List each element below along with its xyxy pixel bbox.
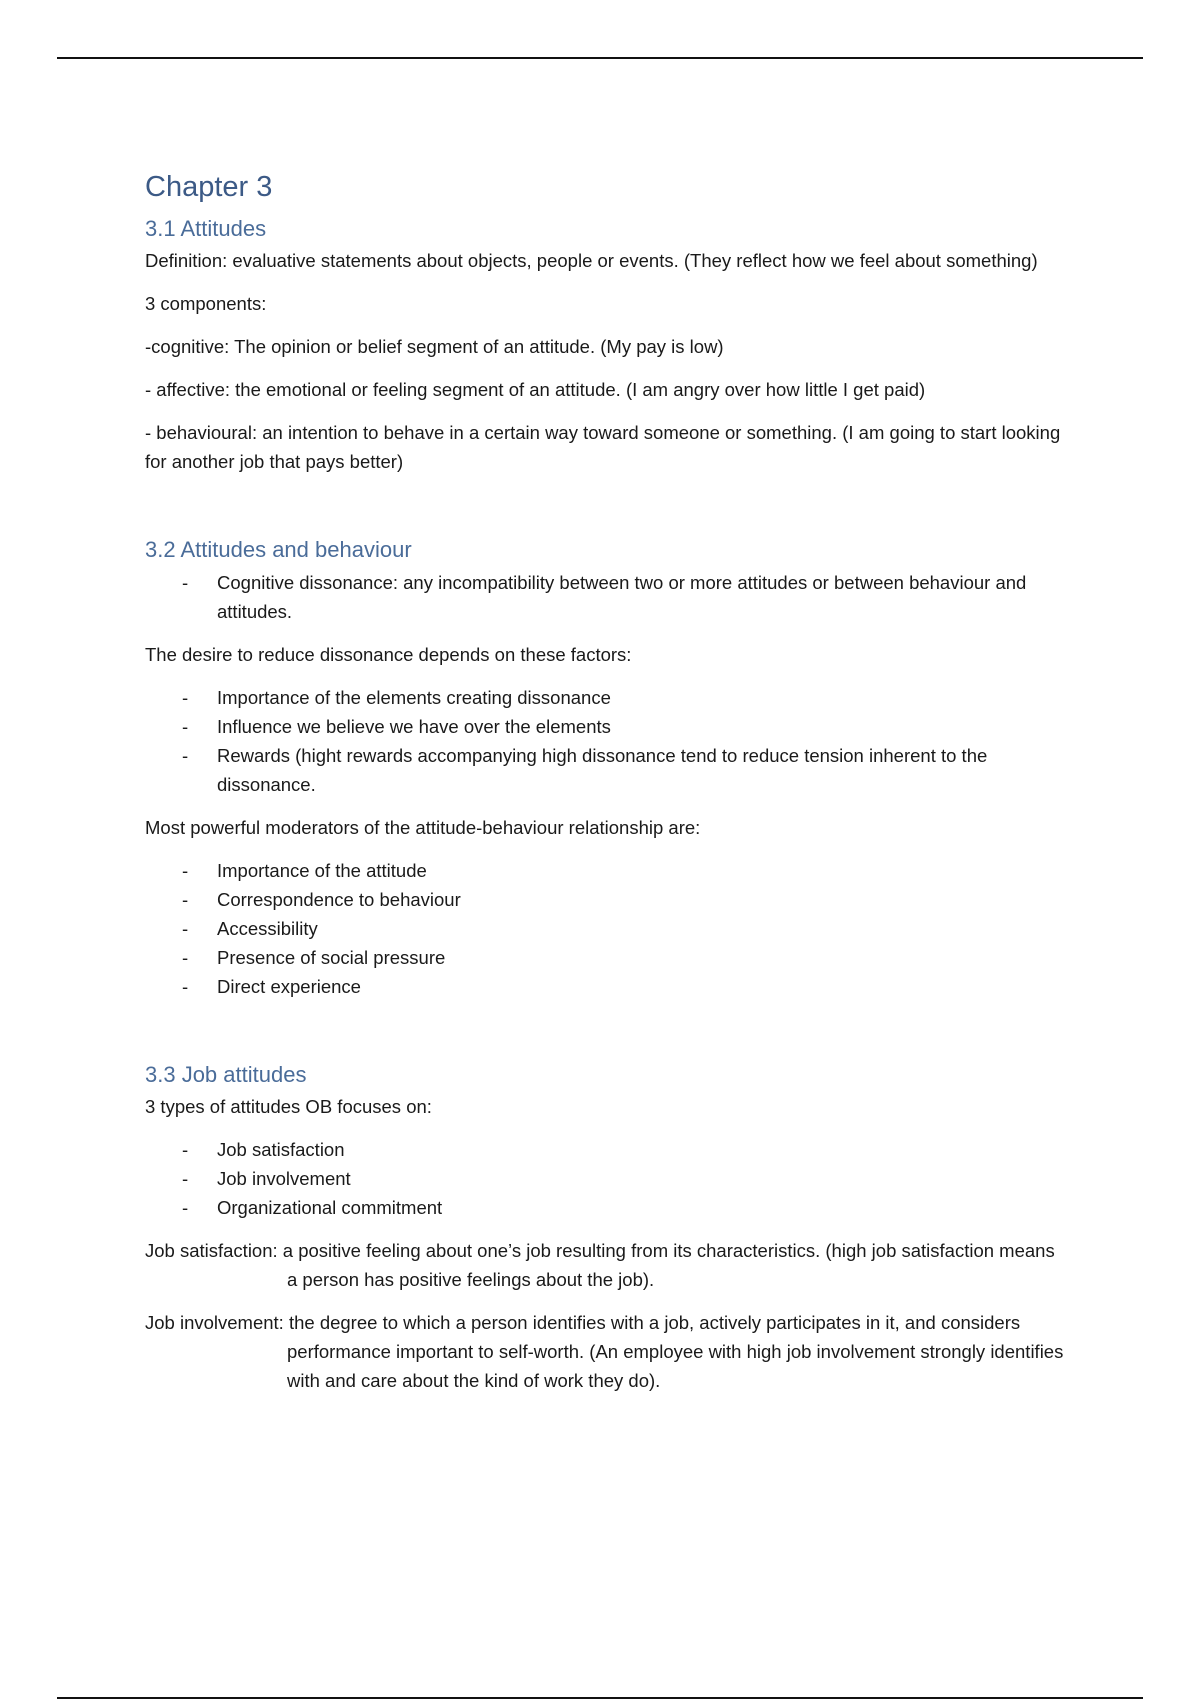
- section-heading-3-1: 3.1 Attitudes: [145, 215, 267, 241]
- list-item-text: Influence we believe we have over the elements: [217, 715, 611, 737]
- list-item: [145, 943, 1070, 972]
- list-item-text: Importance of the attitude: [217, 859, 427, 881]
- list-item: [145, 1164, 1070, 1193]
- dash-bullet: -: [182, 1197, 189, 1219]
- component-affective: - affective: the emotional or feeling segment of an attitude. (I am angry over how little I get paid): [145, 379, 926, 401]
- list-item-text: Presence of social pressure: [217, 946, 446, 968]
- list-item-text: Organizational commitment: [217, 1197, 443, 1219]
- list-item: [145, 856, 1070, 885]
- list-item-text: Job involvement: [217, 1168, 351, 1190]
- list-item: [145, 885, 1070, 914]
- list-item-text: Cognitive dissonance: any incompatibility between two or more attitudes or between behaviour and attitudes.: [217, 571, 1027, 622]
- list-item: [145, 741, 1070, 799]
- chapter-title: Chapter 3: [145, 171, 273, 203]
- types-list: [145, 1135, 1070, 1222]
- dash-bullet: -: [182, 975, 189, 997]
- list-item: [145, 1135, 1070, 1164]
- list-item: [145, 914, 1070, 943]
- factors-list: [145, 683, 1070, 799]
- list-item-text: Direct experience: [217, 975, 361, 997]
- section-heading-3-2: 3.2 Attitudes and behaviour: [145, 537, 412, 563]
- list-item-text: Job satisfaction: [217, 1139, 345, 1161]
- dissonance-list: [145, 568, 1070, 626]
- dash-bullet: -: [182, 715, 189, 737]
- dash-bullet: -: [182, 686, 189, 708]
- dash-bullet: -: [182, 917, 189, 939]
- list-item-text: Rewards (hight rewards accompanying high dissonance tend to reduce tension inherent to the dissonance.: [217, 744, 988, 795]
- job-satisfaction-definition: Job satisfaction: a positive feeling about one’s job resulting from its characteristics. (high job satisfaction means a person has positive feelings about the job).: [145, 1240, 1055, 1291]
- dash-bullet: -: [182, 744, 189, 766]
- list-item: [145, 712, 1070, 741]
- list-item-text: Accessibility: [217, 917, 318, 939]
- section-heading-3-3: 3.3 Job attitudes: [145, 1061, 307, 1087]
- dash-bullet: -: [182, 1139, 189, 1161]
- factors-intro: The desire to reduce dissonance depends on these factors:: [145, 643, 632, 665]
- attitudes-definition: Definition: evaluative statements about objects, people or events. (They reflect how we feel about something): [145, 250, 1038, 272]
- types-intro: 3 types of attitudes OB focuses on:: [145, 1096, 432, 1118]
- dash-bullet: -: [182, 888, 189, 910]
- section-spacer: [145, 490, 1070, 536]
- job-involvement-definition: Job involvement: the degree to which a person identifies with a job, actively participates in it, and considers performance important to self-worth. (An employee with high job involvement strongly identifies with and care about the kind of work they do).: [145, 1312, 1064, 1392]
- moderators-list: [145, 856, 1070, 1001]
- section-spacer: [145, 1015, 1070, 1061]
- document-page: [145, 170, 1070, 1409]
- list-item: [145, 1193, 1070, 1222]
- list-item-text: Importance of the elements creating dissonance: [217, 686, 611, 708]
- dash-bullet: -: [182, 946, 189, 968]
- moderators-intro: Most powerful moderators of the attitude-behaviour relationship are:: [145, 816, 701, 838]
- list-item: [145, 568, 1070, 626]
- dash-bullet: -: [182, 571, 189, 593]
- header-rule: [57, 57, 1143, 59]
- list-item: [145, 683, 1070, 712]
- list-item: [145, 972, 1070, 1001]
- components-intro: 3 components:: [145, 293, 267, 315]
- component-cognitive: -cognitive: The opinion or belief segment of an attitude. (My pay is low): [145, 336, 724, 358]
- dash-bullet: -: [182, 859, 189, 881]
- footer-rule: [57, 1697, 1143, 1699]
- list-item-text: Correspondence to behaviour: [217, 888, 461, 910]
- dash-bullet: -: [182, 1168, 189, 1190]
- component-behavioural: - behavioural: an intention to behave in a certain way toward someone or something. (I am going to start looking for another job that pays better): [145, 422, 1061, 473]
